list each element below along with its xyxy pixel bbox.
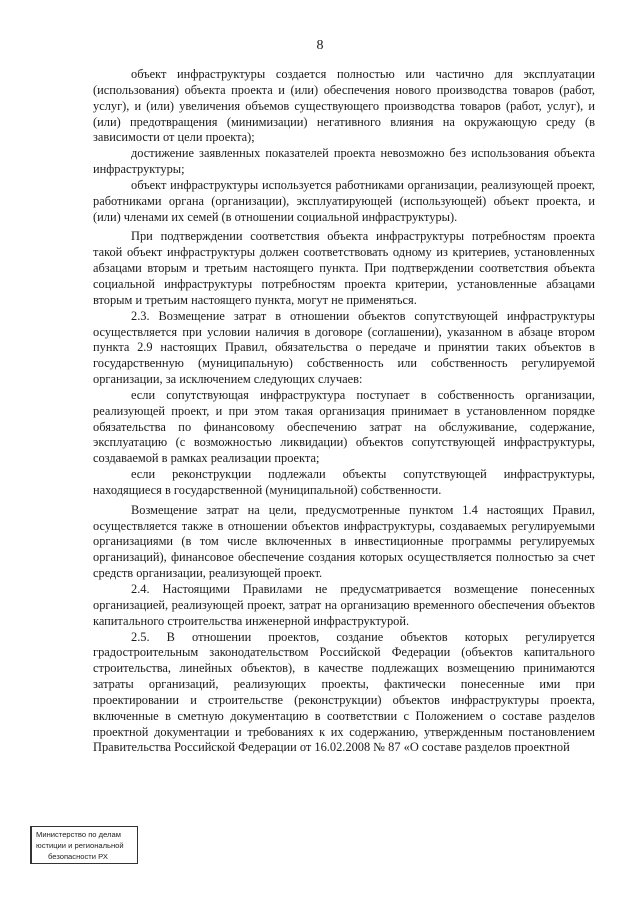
paragraph: Возмещение затрат на цели, предусмотренные пунктом 1.4 настоящих Правил, осуществляется также в отношении объектов инфраструктуры, создаваемых регулируемыми организациями (в том числе включенных в инвестиционные программы регулируемых организаций), финансовое обеспечение создания которых осуществляется полностью за счет средств организации, реализующей проект.	[93, 502, 595, 581]
stamp-line: Министерство по делам	[36, 830, 121, 839]
page-number: 8	[316, 38, 324, 53]
paragraph: 2.4. Настоящими Правилами не предусматривается возмещение понесенных организацией, реализующей проект, затрат на организацию временного обеспечения объектов капитального строительства инженерной инфраструктурой.	[93, 582, 595, 628]
paragraph: объект инфраструктуры используется работниками организации, реализующей проект, работниками органа (организации), эксплуатирующей (использующей) объект проекта, и (или) членами их семей (в отношении социальной инфраструктуры).	[93, 177, 595, 224]
registration-stamp	[30, 826, 138, 864]
stamp-line: безопасности РХ	[48, 852, 108, 861]
stamp-line: юстиции и региональной	[36, 841, 124, 850]
paragraph: достижение заявленных показателей проекта невозможно без использования объекта инфраструктуры;	[93, 146, 595, 177]
paragraph: 2.3. Возмещение затрат в отношении объектов сопутствующей инфраструктуры осуществляется при условии наличия в договоре (соглашении), указанном в абзаце втором пункта 2.9 настоящих Правил, обязательства о передаче и принятии таких объектов в государственную (муниципальную) собственность или собственность регулируемой организации, за исключением следующих случаев:	[93, 308, 595, 387]
paragraph: При подтверждении соответствия объекта инфраструктуры потребностям проекта такой объект инфраструктуры должен соответствовать одному из критериев, установленных абзацами вторым и третьим настоящего пункта. При подтверждении соответствия объекта социальной инфраструктуры потребностям проекта критерии, установленные абзацами вторым и третьим настоящего пункта, могут не применяться.	[93, 229, 595, 307]
paragraph: если реконструкции подлежали объекты сопутствующей инфраструктуры, находящиеся в государственной (муниципальной) собственности.	[93, 467, 595, 497]
document-body	[93, 67, 595, 756]
paragraph: если сопутствующая инфраструктура поступает в собственность организации, реализующей проект, и при этом такая организация принимает в установленном порядке обязательства по финансовому обеспечению затрат на обслуживание, содержание, эксплуатацию (с возможностью ликвидации) объектов сопутствующей инфраструктуры, создаваемой в рамках реализации проекта;	[93, 387, 595, 466]
paragraph: 2.5. В отношении проектов, создание объектов которых регулируется градостроительным законодательством Российской Федерации (объектов капитального строительства, линейных объектов), в качестве подлежащих возмещению принимаются затраты организаций, реализующих проекты, фактически понесенные ими при проектировании и строительстве (реконструкции) объектов инфраструктуры проекта, включенные в сметную документацию в соответствии с Положением о составе разделов проектной документации и требованиях к их содержанию, утвержденным постановлением Правительства Российской Федерации от 16.02.2008 № 87 «О составе разделов проектной	[93, 629, 595, 755]
paragraph: объект инфраструктуры создается полностью или частично для эксплуатации (использования) объекта проекта и (или) обеспечения нового производства товаров (работ, услуг), и (или) увеличения объемов существующего производства товаров (работ, услуг), и (или) предотвращения (минимизации) негативного влияния на окружающую среду (в зависимости от цели проекта);	[93, 67, 595, 145]
